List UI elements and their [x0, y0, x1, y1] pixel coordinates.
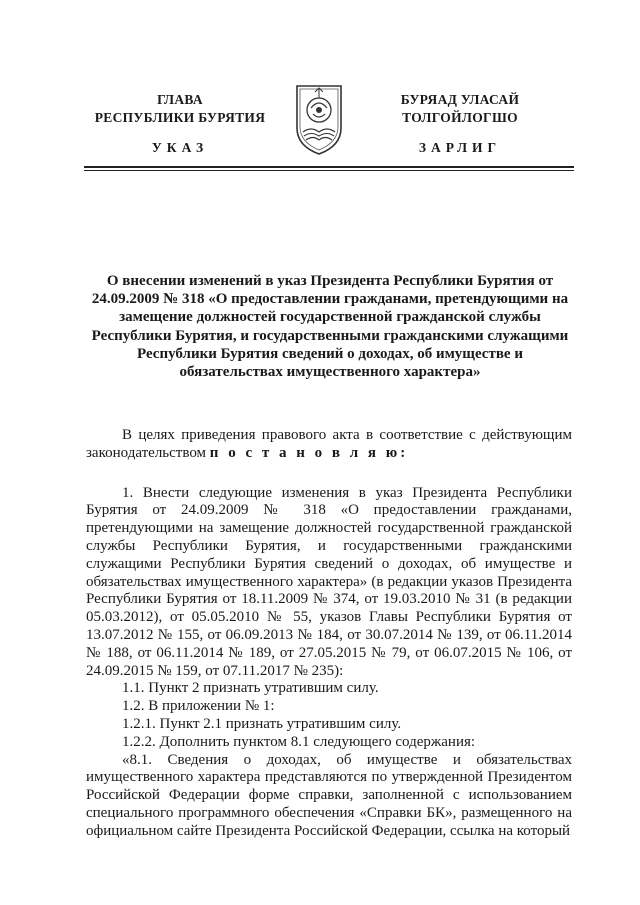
preamble-colon: :: [400, 444, 406, 461]
doc-type-bur: ЗАРЛИГ: [418, 140, 502, 155]
doc-type-ru: УКАЗ: [151, 140, 209, 155]
coat-of-arms-icon: [289, 76, 349, 156]
paragraph-1-2-2: 1.2.2. Дополнить пунктом 8.1 следующего содержания:: [122, 733, 476, 750]
header-divider-thin: [84, 170, 574, 171]
document-title: О внесении изменений в указ Президента Республики Бурятия от 24.09.2009 № 318 «О предоставлении гражданами, претендующими на замещение должностей государственной гражданской службы Республики Бурятия, и государственными гражданскими служащими Республики Бурятия сведений о доходах, об имуществе и обязательствах имущественного характера»: [91, 273, 569, 381]
preamble-paragraph: [86, 427, 572, 463]
issuer-ru: [80, 91, 280, 127]
header-divider-thick: [84, 166, 574, 168]
paragraph-1-1: 1.1. Пункт 2 признать утратившим силу.: [122, 680, 379, 697]
paragraph-1-2-1: 1.2.1. Пункт 2.1 признать утратившим силу.: [122, 715, 402, 732]
issuer-ru-line1: ГЛАВА: [157, 92, 203, 107]
paragraph-1: 1. Внести следующие изменения в указ Президента Республики Бурятия от 24.09.2009 № 318 «О предоставлении гражданами, претендующими на замещение должностей государственной гражданской службы Республики Бурятия, и государственными гражданскими служащими Республики Бурятия сведений о доходах, об имуществе и обязательствах имущественного характера» (в редакции указов Президента Республики Бурятия от 18.11.2009 № 374, от 19.03.2010 № 31 (в редакции 05.03.2012), от 05.05.2010 № 55, указов Главы Республики Бурятия от 13.07.2012 № 155, от 06.09.2013 № 184, от 30.07.2014 № 139, от 06.11.2014 № 188, от 06.11.2014 № 189, от 27.05.2015 № 79, от 06.07.2015 № 106, от 24.09.2015 № 159, от 07.11.2017 № 235):: [86, 484, 572, 679]
issuer-ru-line2: РЕСПУБЛИКИ БУРЯТИЯ: [94, 110, 266, 125]
decree-word: п о с т а н о в л я ю: [209, 444, 401, 461]
paragraph-gap: [86, 463, 572, 485]
issuer-bur-line1: БУРЯАД УЛАСАЙ: [400, 92, 520, 107]
paragraph-8-1: «8.1. Сведения о доходах, об имуществе и обязательствах имущественного характера представляются по утвержденной Президентом Российской Федерации форме справки, заполненной с использованием специального программного обеспечения «Справки БК», размещенного на официальном сайте Президента Российской Федерации, ссылка на который: [86, 751, 572, 839]
paragraph-1-2: 1.2. В приложении № 1:: [122, 698, 275, 715]
issuer-bur-line2: ТОЛГОЙЛОГШО: [402, 110, 518, 125]
document-body: [86, 427, 572, 841]
preamble-text: В целях приведения правового акта в соответствие с действующим законодательством: [86, 427, 572, 461]
issuer-bur: [370, 91, 550, 127]
